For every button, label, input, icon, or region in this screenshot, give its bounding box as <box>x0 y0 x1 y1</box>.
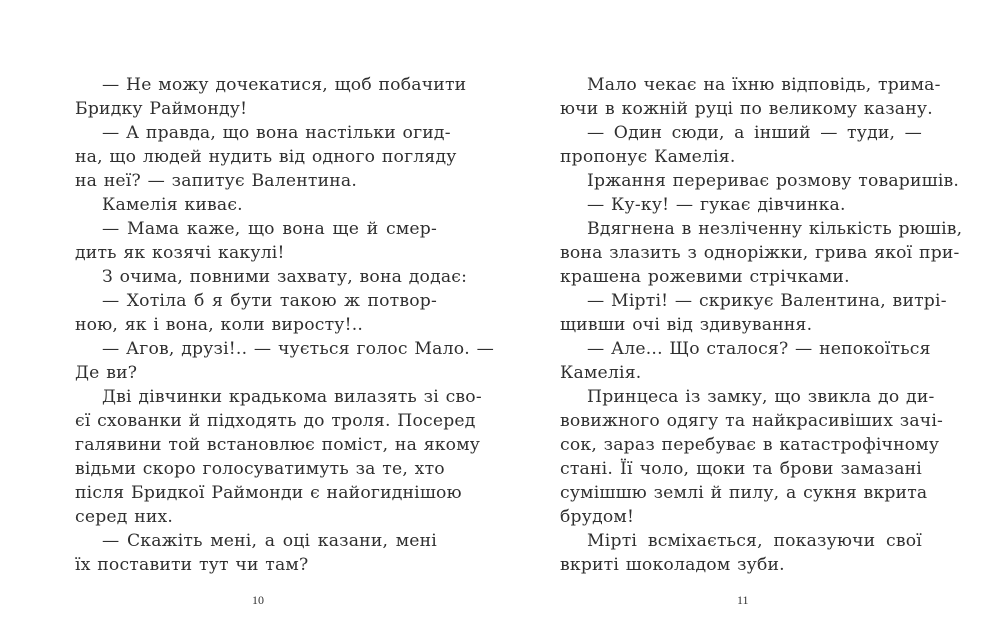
right-page <box>500 0 1000 636</box>
page-number-right: 11 <box>737 593 749 607</box>
text-line: Мірті всміхається, показуючи свої <box>587 531 922 551</box>
text-line: відьми скоро голосуватимуть за те, хто <box>75 459 445 479</box>
right-page-text <box>560 73 963 577</box>
text-line: Принцеса із замку, що звикла до ди- <box>587 387 935 407</box>
text-line: сумішшю землі й пилу, а сукня вкрита <box>560 483 928 503</box>
text-line: на неї? — запитує Валентина. <box>75 171 358 191</box>
text-line: дить як козячі какулі! <box>75 243 285 263</box>
text-line: пропонує Камелія. <box>560 147 736 167</box>
text-line: — Агов, друзі!.. — чується голос Мало. — <box>102 339 494 359</box>
text-line: Бридку Раймонду! <box>75 99 248 119</box>
text-line: — Хотіла б я бути такою ж потвор- <box>102 291 437 311</box>
text-line: Камелія. <box>560 363 642 383</box>
text-line: брудом! <box>560 507 635 527</box>
text-line: — Але... Що сталося? — непокоїться <box>587 339 931 359</box>
text-line: після Бридкої Раймонди є найогиднішою <box>75 483 462 503</box>
text-line: вкриті шоколадом зуби. <box>560 555 785 575</box>
text-line: — Не можу дочекатися, щоб побачити <box>102 75 467 95</box>
text-line: — Скажіть мені, а оці казани, мені <box>102 531 437 551</box>
text-line: Де ви? <box>75 363 138 383</box>
text-line: ною, як і вона, коли виросту!.. <box>75 315 364 335</box>
text-line: крашена рожевими стрічками. <box>560 267 850 287</box>
text-line: Мало чекає на їхню відповідь, трима- <box>587 75 941 95</box>
left-page-text <box>75 73 494 577</box>
text-line: вовижного одягу та найкрасивіших зачі- <box>560 411 944 431</box>
text-line: Вдягнена в незліченну кількість рюшів, <box>587 219 963 239</box>
text-line: на, що людей нудить від одного погляду <box>75 147 457 167</box>
page-number-left: 10 <box>252 593 264 607</box>
text-line: стані. Її чоло, щоки та брови замазані <box>560 459 922 479</box>
text-line: сок, зараз перебуває в катастрофічному <box>560 435 940 455</box>
text-line: вона злазить з одноріжки, грива якої при- <box>560 243 960 263</box>
text-line: — Ку-ку! — гукає дівчинка. <box>587 195 846 215</box>
text-line: їх поставити тут чи там? <box>75 555 309 575</box>
text-line: щивши очі від здивування. <box>560 315 813 335</box>
text-line: галявини той встановлює поміст, на якому <box>75 435 481 455</box>
text-line: ючи в кожній руці по великому казану. <box>560 99 933 119</box>
text-line: Камелія киває. <box>102 195 243 215</box>
text-line: серед них. <box>75 507 174 527</box>
text-line: — Мама каже, що вона ще й смер- <box>102 219 437 239</box>
text-line: З очима, повними захвату, вона додає: <box>102 267 468 287</box>
text-line: — Мірті! — скрикує Валентина, витрі- <box>587 291 947 311</box>
text-line: єї схованки й підходять до троля. Посеред <box>75 411 476 431</box>
text-line: — Один сюди, а інший — туди, — <box>587 123 922 143</box>
text-line: Іржання перериває розмову товаришів. <box>587 171 960 191</box>
text-line: Дві дівчинки крадькома вилазять зі сво- <box>102 387 482 407</box>
text-line: — А правда, що вона настільки огид- <box>102 123 451 143</box>
